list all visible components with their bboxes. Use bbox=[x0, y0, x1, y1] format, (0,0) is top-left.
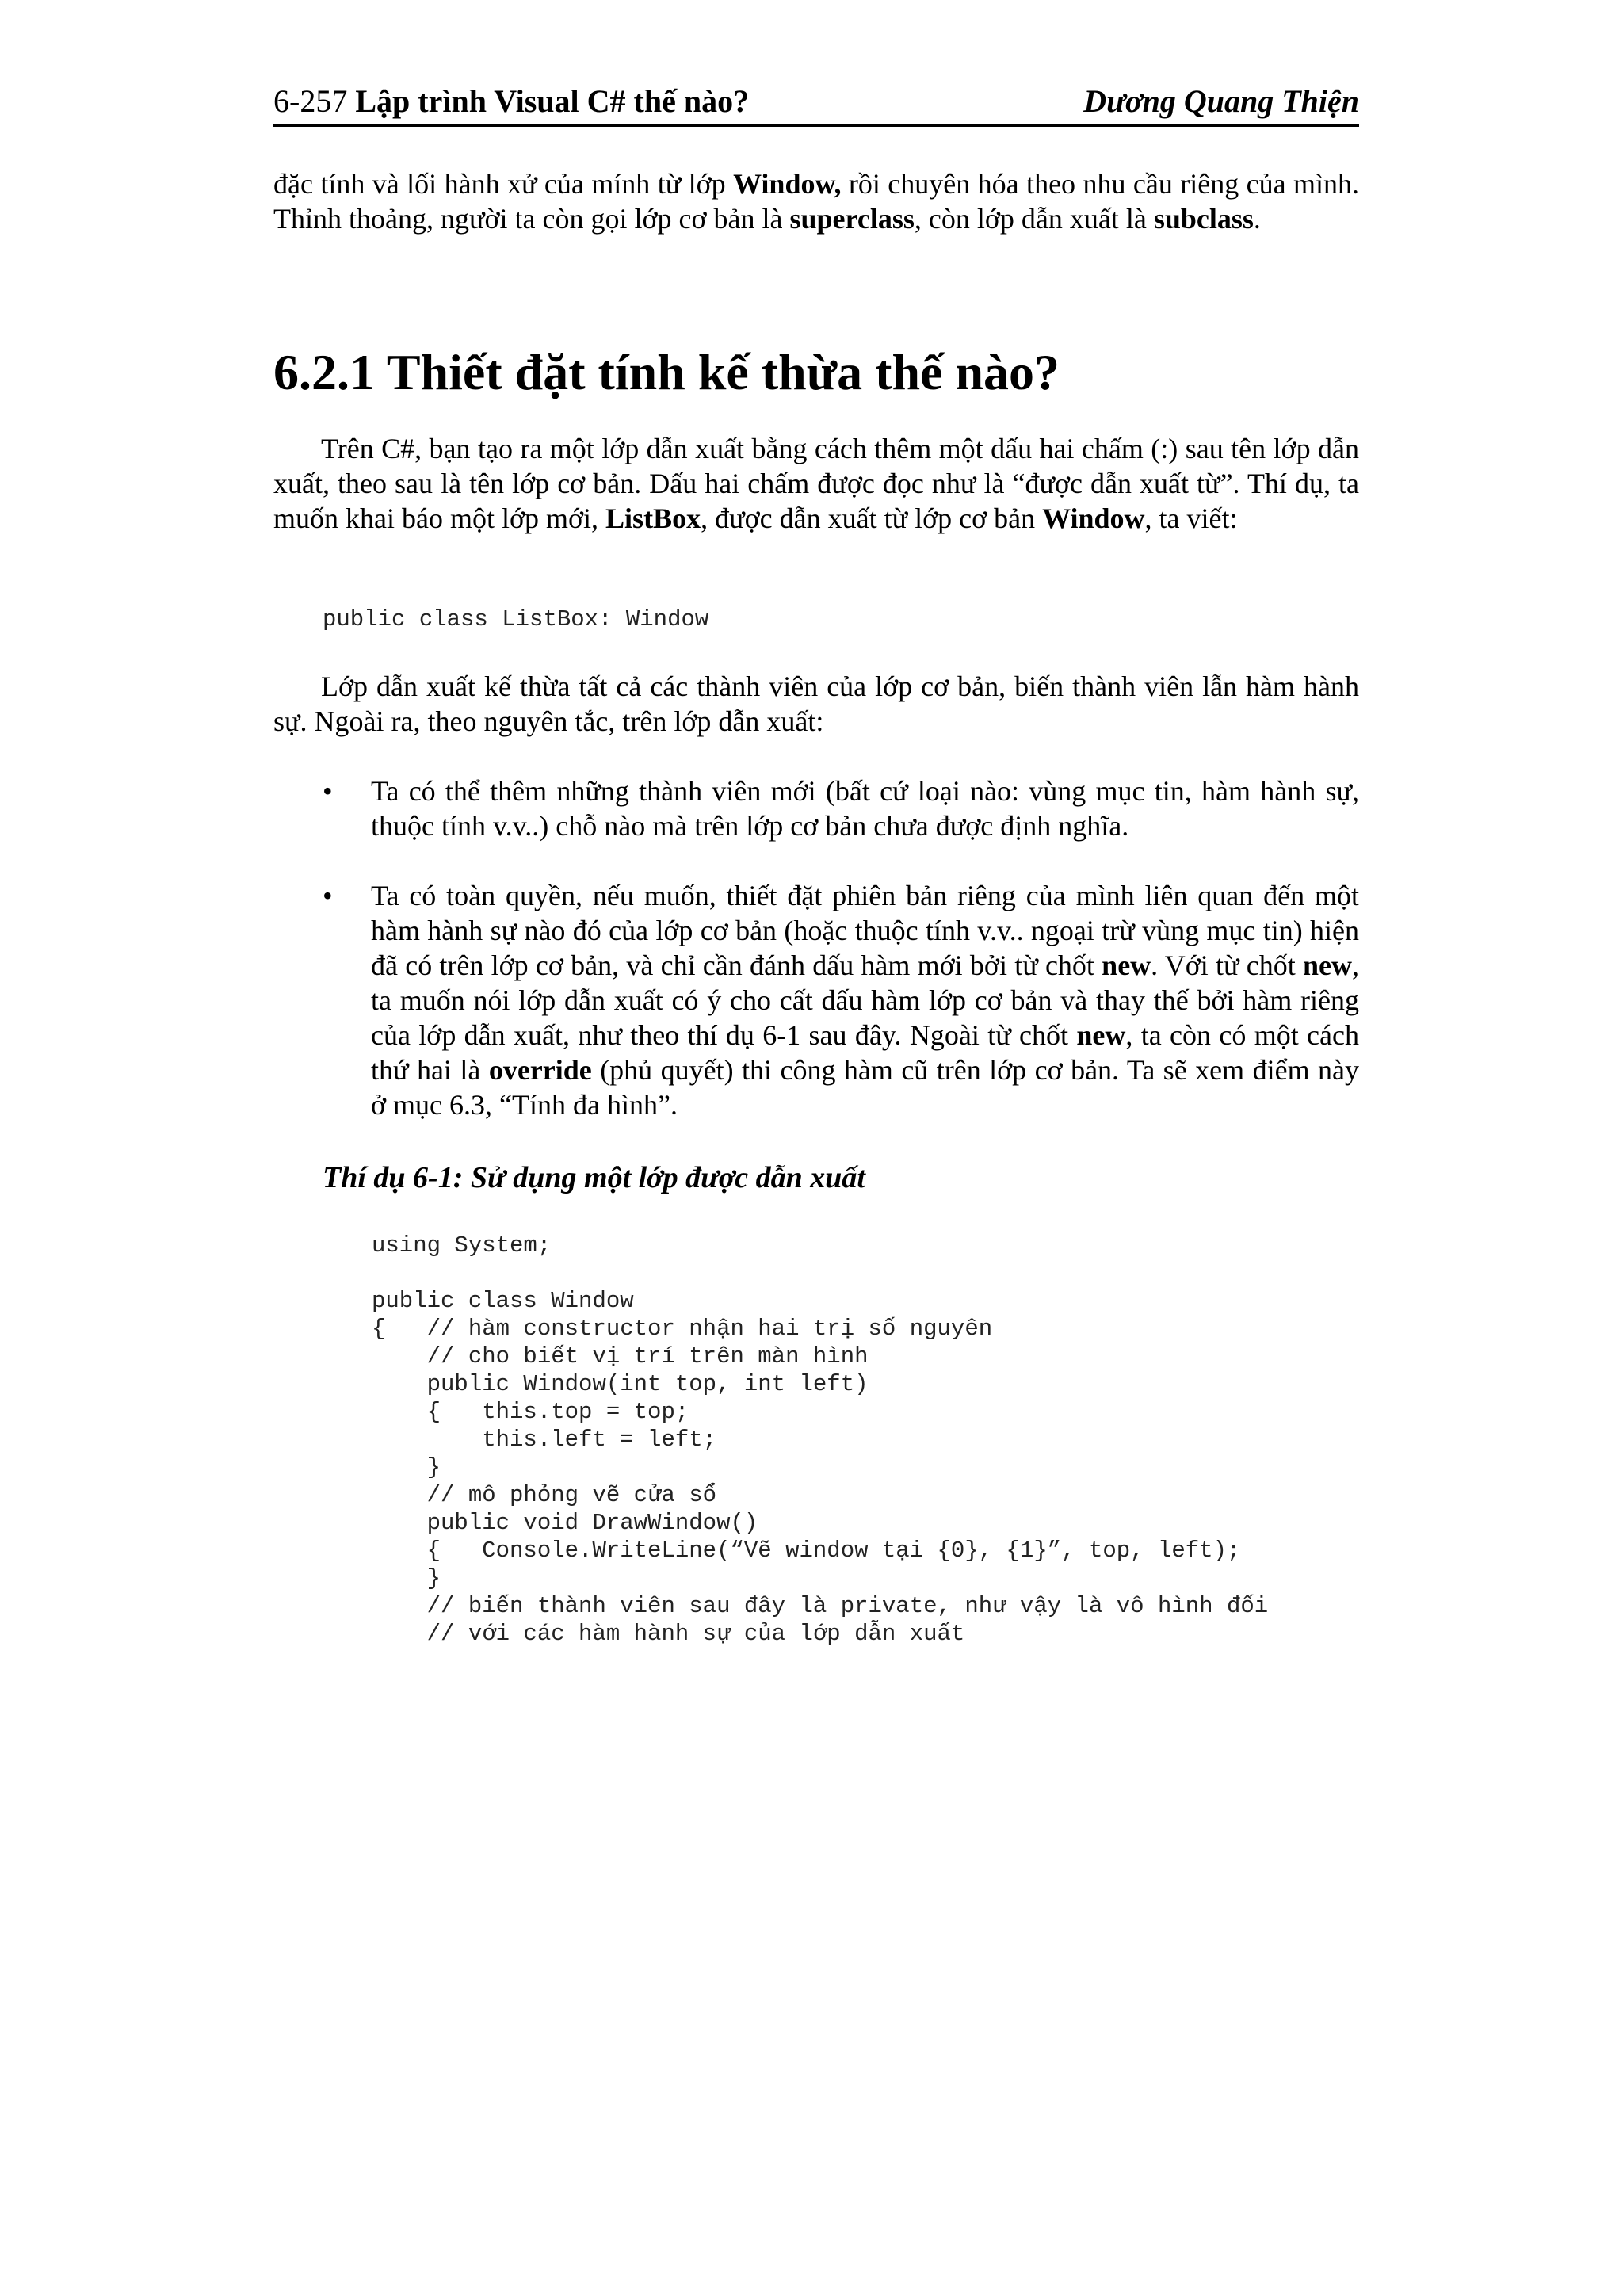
bullet2-text-1: Ta có toàn quyền, nếu muốn, thiết đặt phiên bản riêng của mình liên quan đến một hàm hành sự nào đó của lớp cơ bản (hoặc thuộc tính v.v.. ngoại trừ vùng mục tin) hiện đã có trên lớp cơ bản, và chỉ cần đánh dấu hàm mới bởi từ chốt bbox=[371, 880, 1359, 981]
keyword-new: new bbox=[1076, 1019, 1126, 1051]
para1-text-3: , ta viết: bbox=[1144, 502, 1238, 534]
para1-text-1: Trên C#, bạn tạo ra một lớp dẫn xuất bằng cách thêm một dấu hai chấm (:) sau tên lớp dẫn xuất, theo sau là tên lớp cơ bản. Dấu hai chấm được đọc như là “được dẫn xuất từ”. Thí dụ, ta muốn khai báo một lớp mới, bbox=[273, 433, 1359, 534]
para1-bold-window: Window bbox=[1042, 502, 1145, 534]
paragraph-derivation bbox=[273, 431, 1359, 536]
page-number: 6-257 bbox=[273, 83, 348, 119]
bullet-marker: • bbox=[323, 880, 333, 911]
bullet2-text-2: . Với từ chốt bbox=[1151, 949, 1303, 981]
intro-bold-superclass: superclass bbox=[789, 203, 915, 235]
section-heading: 6.2.1 Thiết đặt tính kế thừa thế nào? bbox=[273, 344, 1060, 400]
intro-text-4: . bbox=[1253, 203, 1261, 235]
header-rule bbox=[273, 124, 1359, 127]
bullet2-text-3: , ta muốn nói lớp dẫn xuất có ý cho cất dấu hàm lớp cơ bản và thay thế bởi hàm riêng của lớp dẫn xuất, như theo thí dụ 6-1 sau đây. Ngoài từ chốt bbox=[371, 949, 1359, 1051]
running-header bbox=[273, 78, 1359, 125]
keyword-new: new bbox=[1102, 949, 1151, 981]
intro-text-3: , còn lớp dẫn xuất là bbox=[914, 203, 1154, 235]
author-name: Dương Quang Thiện bbox=[1083, 83, 1359, 119]
para1-text-2: , được dẫn xuất từ lớp cơ bản bbox=[701, 502, 1043, 534]
para1-bold-listbox: ListBox bbox=[605, 502, 701, 534]
intro-bold-subclass: subclass bbox=[1153, 203, 1254, 235]
intro-text-1: đặc tính và lối hành xử của mính từ lớp bbox=[273, 168, 734, 200]
header-left bbox=[273, 78, 749, 125]
keyword-override: override bbox=[488, 1054, 592, 1086]
code-declaration: public class ListBox: Window bbox=[323, 606, 709, 632]
bullet2-text-5: (phủ quyết) thi công hàm cũ trên lớp cơ bản. Ta sẽ xem điểm này ở mục 6.3, “Tính đa hình”. bbox=[371, 1054, 1359, 1121]
bullet-text-1: Ta có thể thêm những thành viên mới (bất cứ loại nào: vùng mục tin, hàm hành sự, thuộc tính v.v..) chỗ nào mà trên lớp cơ bản chưa được định nghĩa. bbox=[371, 775, 1359, 842]
bullet-text-2 bbox=[371, 878, 1359, 1122]
intro-bold-window: Window, bbox=[733, 168, 842, 200]
bullet-marker: • bbox=[323, 775, 333, 807]
example-title: Thí dụ 6-1: Sử dụng một lớp được dẫn xuất bbox=[323, 1161, 865, 1194]
paragraph-inheritance: Lớp dẫn xuất kế thừa tất cả các thành viên của lớp cơ bản, biến thành viên lẫn hàm hành sự. Ngoài ra, theo nguyên tắc, trên lớp dẫn xuất: bbox=[273, 670, 1359, 737]
keyword-new: new bbox=[1303, 949, 1352, 981]
example-code-listing: using System; public class Window { // hàm constructor nhận hai trị số nguyên // cho biết vị trí trên màn hình public Window(int top, int left) { this.top = top; this.left = left; } // mô phỏng vẽ cửa sổ public void DrawWindow() { Console.WriteLine(“Vẽ window tại {0}, {1}”, top, left); } // biến thành viên sau đây là private, như vậy là vô hình đối // với các hàm hành sự của lớp dẫn xuất bbox=[372, 1232, 1269, 1647]
book-title: Lập trình Visual C# thế nào? bbox=[355, 83, 750, 119]
intro-text-2: rồi chuyên hóa theo nhu cầu riêng của mình. Thỉnh thoảng, người ta còn gọi lớp cơ bản là bbox=[273, 168, 1359, 235]
bullet2-text-4: , ta còn có một cách thứ hai là bbox=[371, 1019, 1359, 1086]
intro-paragraph bbox=[273, 166, 1359, 236]
